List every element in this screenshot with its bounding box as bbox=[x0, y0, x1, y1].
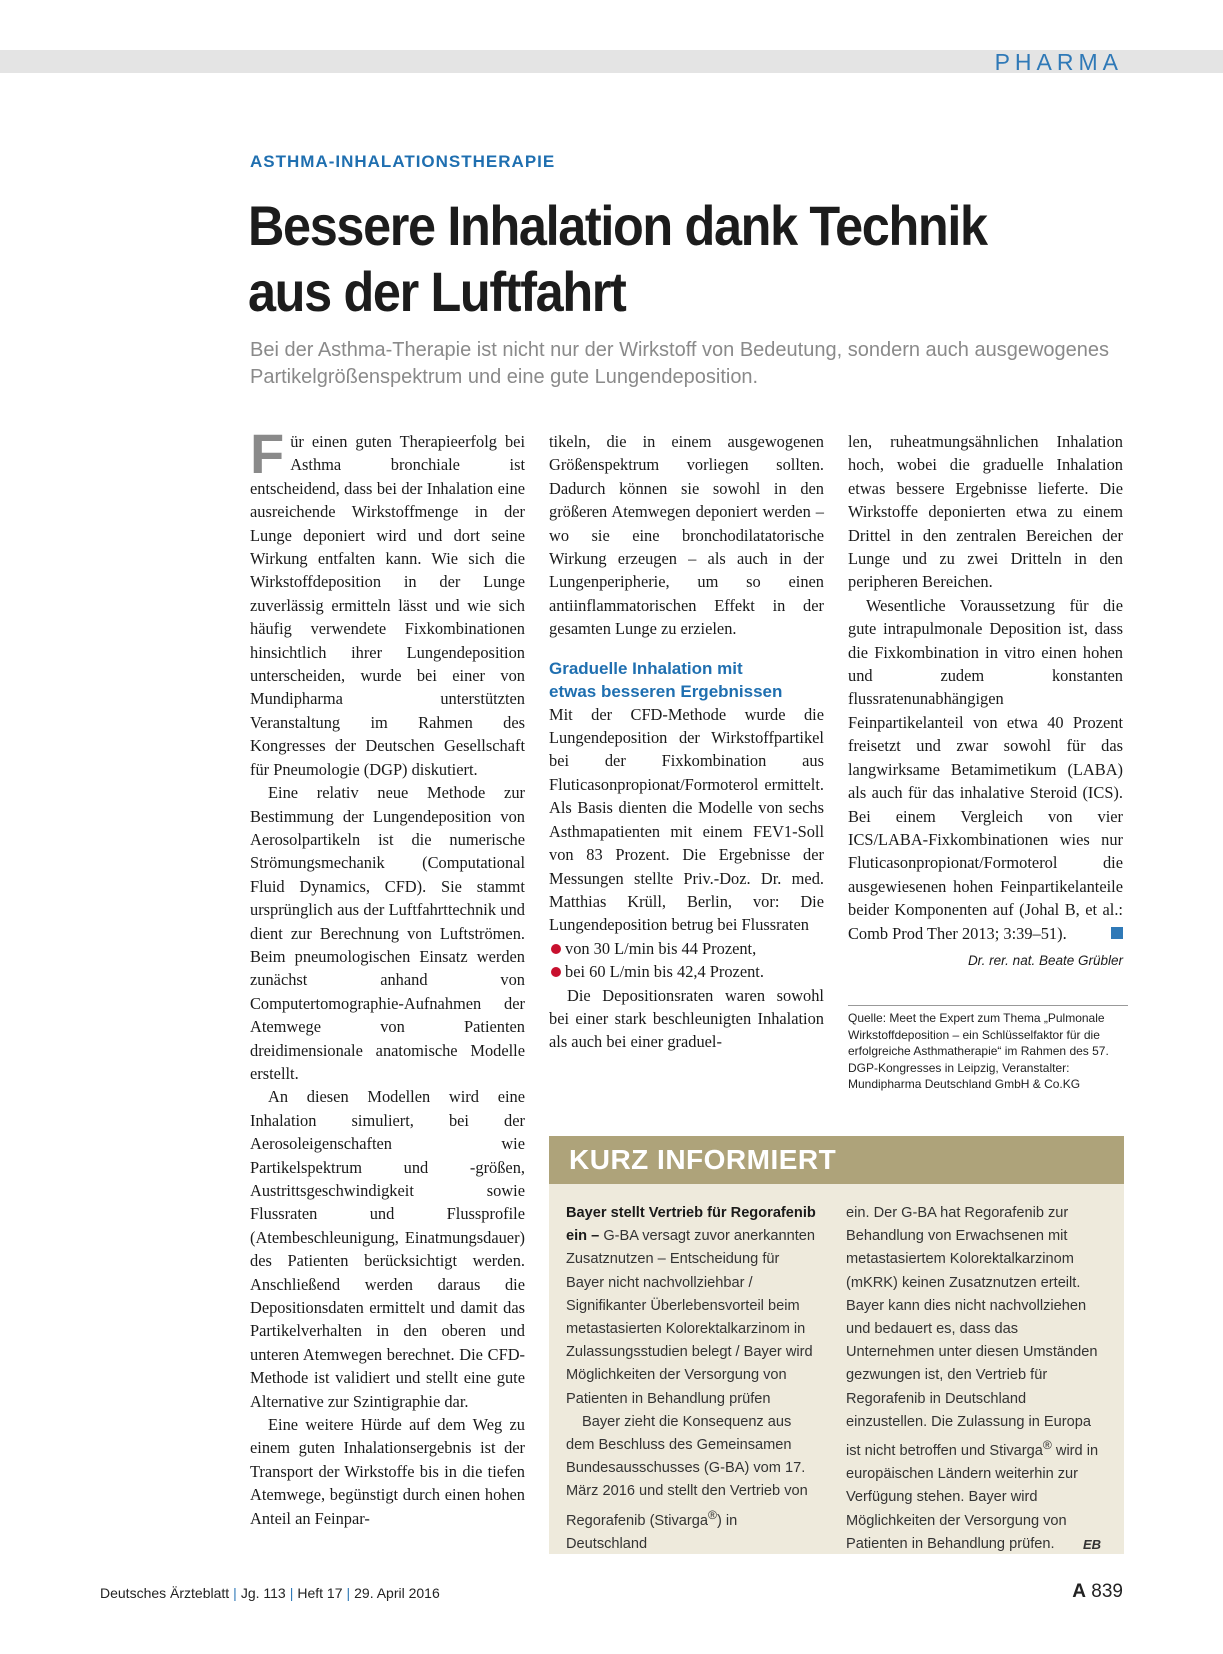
headline-line-2: aus der Luftfahrt bbox=[248, 260, 626, 323]
footer-separator: | bbox=[233, 1585, 237, 1601]
paragraph: len, ruheatmungsähnlichen Inhalation hoch, wobei die graduelle Inhalation etwas bessere Ergebnisse lieferte. Die Wirkstoffe deponierten etwa zu einem Drittel in den zentralen Bereichen der Lunge und zu zwei Dritteln in den peripheren Bereichen. bbox=[848, 432, 1123, 592]
subheading: Graduelle Inhalation mit etwas besseren Ergebnissen bbox=[549, 658, 783, 701]
paragraph: Mit der CFD-Methode wurde die Lungendeposition der Wirkstoffpartikel bei der Fixkombination aus Fluticasonpropionat/Formoterol ermittelt. Als Basis dienten die Modelle von sechs Asthmapatienten mit einem FEV1-Soll von 83 Prozent. Die Ergebnisse der Messungen stellte Priv.-Doz. Dr. med. Matthias Krüll, Berlin, vor: Die Lungendeposition betrug bei Flussraten bbox=[549, 704, 824, 935]
list-item: von 30 L/min bis 44 Prozent, bbox=[565, 937, 824, 960]
paragraph: Für einen guten Therapieerfolg bei Asthma bronchiale ist entscheidend, dass bei der Inhalation eine ausreichende Wirkstoffmenge in der Lunge deponiert wird und dort seine Wirkung entfalten kann. Wie sich die Wirkstoffdeposition in der Lunge zuverlässig ermitteln lässt und wie sich häufig verwendete Fixkombinationen hinsichtlich ihrer Lungendeposition unterscheiden, wurde bei einer von Mundipharma unterstützten Veranstaltung im Rahmen des Kongresses der Deutschen Gesellschaft für Pneumologie (DGP) diskutiert. bbox=[250, 422, 525, 779]
article-kicker: ASTHMA-INHALATIONSTHERAPIE bbox=[250, 152, 556, 171]
journal-date: 29. April 2016 bbox=[354, 1585, 440, 1601]
footer-separator: | bbox=[289, 1585, 294, 1601]
column-2 bbox=[549, 430, 824, 1054]
box-column-1 bbox=[566, 1202, 821, 1556]
box-lead-bold: Bayer stellt Vertrieb für Regorafenib ein – bbox=[566, 1205, 816, 1245]
box-signature: EB bbox=[1082, 1536, 1101, 1552]
footer-separator: | bbox=[346, 1585, 351, 1601]
paragraph: Eine weitere Hürde auf dem Weg zu einem guten Inhalationsergebnis ist der Transport der Wirkstoffe bis in die tiefen Atemwege, begünstigt durch einen hohen Anteil an Feinpar- bbox=[250, 1415, 525, 1528]
page-footer bbox=[100, 1581, 1123, 1602]
paragraph: tikeln, die in einem ausgewogenen Größenspektrum vorliegen sollten. Dadurch können sie sowohl in den größeren Atemwegen deponiert werden – wo sie eine bronchodilatatorische Wirkung erzeugen – als auch in der Lungenperipherie, um so einen antiinflammatorischen Effekt in der gesamten Lunge zu erzielen. bbox=[549, 432, 824, 639]
end-of-article-square-icon bbox=[1111, 927, 1123, 939]
column-1 bbox=[250, 422, 525, 1530]
bullet-list bbox=[549, 937, 824, 984]
article-headline bbox=[248, 193, 1058, 325]
paragraph: Eine relativ neue Methode zur Bestimmung der Lungendeposition von Aerosolpartikeln ist die numerische Strömungsmechanik (Computational Fluid Dynamics, CFD). Sie stammt ursprünglich aus der Luftfahrttechnik und dient zur Berechnung von Luftströmen. Beim pneumologischen Einsatz werden zunächst anhand von Computertomographie-Aufnahmen der Atemwege von Patienten dreidimensionale anatomische Modelle erstellt. bbox=[250, 783, 525, 1083]
kurz-informiert-box bbox=[549, 1136, 1124, 1554]
column-3 bbox=[848, 430, 1123, 972]
box-paragraph: Bayer zieht die Konsequenz aus dem Beschluss des Gemeinsamen Bundesausschusses (G-BA) vom 17. März 2016 und stellt den Vertrieb von Regorafenib (Stivarga®) in Deutschland bbox=[566, 1413, 808, 1552]
list-item: bei 60 L/min bis 42,4 Prozent. bbox=[565, 960, 824, 983]
journal-issue: Heft 17 bbox=[297, 1585, 343, 1601]
box-column-2 bbox=[846, 1202, 1101, 1556]
journal-name: Deutsches Ärzteblatt bbox=[100, 1585, 230, 1601]
box-paragraph: ein. Der G-BA hat Regorafenib zur Behandlung von Erwachsenen mit metastasiertem Kolorektalkarzinom (mKRK) keinen Zusatznutzen erteilt. Bayer kann dies nicht nachvollziehen und bedauert es, dass das Unternehmen unter diesen Umständen gezwungen ist, den Vertrieb für Regorafenib in Deutschland einzustellen. Die Zulassung in Europa ist nicht betroffen und Stivarga® wird in europäischen Ländern weiterhin zur Verfügung stehen. Bayer wird Möglichkeiten der Versorgung von Patienten in Behandlung prüfen. EB bbox=[846, 1202, 1101, 1556]
box-title: KURZ INFORMIERT bbox=[549, 1136, 1124, 1184]
page-number: A 839 bbox=[1072, 1581, 1123, 1602]
source-note: Quelle: Meet the Expert zum Thema „Pulmonale Wirkstoffdeposition – ein Schlüsselfaktor für die erfolgreiche Asthmatherapie“ im Rahmen des 57. DGP-Kongresses in Leipzig, Veranstalter: Mundipharma Deutschland GmbH & Co.KG bbox=[848, 1005, 1128, 1093]
headline-line-1: Bessere Inhalation dank Technik bbox=[248, 194, 987, 257]
section-label: PHARMA bbox=[994, 49, 1123, 75]
article-author: Dr. rer. nat. Beate Grübler bbox=[967, 952, 1123, 968]
paragraph: Wesentliche Voraussetzung für die gute intrapulmonale Deposition ist, dass die Fixkombination in vitro einen hohen und zudem konstanten flussratenunabhängigen Feinpartikelanteil von etwa 40 Prozent freisetzt und zwar sowohl für das langwirksame Betamimetikum (LABA) als auch für das inhalative Steroid (ICS). Bei einem Vergleich von vier ICS/LABA-Fixkombinationen wies nur Fluticasonpropionat/Formoterol die ausgewiesenen hohen Feinpartikelanteile beider Komponenten auf (Johal B, et al.: Comb Prod Ther 2013; 3:39–51). bbox=[848, 595, 1123, 943]
paragraph: An diesen Modellen wird eine Inhalation simuliert, bei der Aerosoleigenschaften wie Partikelspektrum und -größen, Austrittsgeschwindigkeit sowie Flussraten und Flussprofile (Atembeschleunigung, Einatmungsdauer) des Patienten berücksichtigt werden. Anschließend werden daraus die Depositionsdaten ermittelt und damit das Partikelverhalten in den oberen und unteren Atemwegen berechnet. Die CFD-Methode ist validiert und stellt eine gute Alternative zur Szintigraphie dar. bbox=[250, 1087, 525, 1411]
paragraph: Die Depositionsraten waren sowohl bei einer stark beschleunigten Inhalation als auch bei einer graduel- bbox=[549, 985, 824, 1052]
journal-volume: Jg. 113 bbox=[240, 1585, 286, 1601]
article-deck: Bei der Asthma-Therapie ist nicht nur der Wirkstoff von Bedeutung, sondern auch ausgewogenes Partikelgrößenspektrum und eine gute Lungendeposition. bbox=[250, 339, 1110, 388]
box-paragraph: Bayer stellt Vertrieb für Regorafenib ein – G-BA versagt zuvor anerkannten Zusatznutzen – Entscheidung für Bayer nicht nachvollziehbar / Signifikanter Überlebensvorteil beim metastasierten Kolorektalkarzinom in Zulassungsstudien belegt / Bayer wird Möglichkeiten der Versorgung von Patienten in Behandlung prüfen bbox=[566, 1205, 816, 1407]
drop-cap: F bbox=[250, 422, 285, 485]
